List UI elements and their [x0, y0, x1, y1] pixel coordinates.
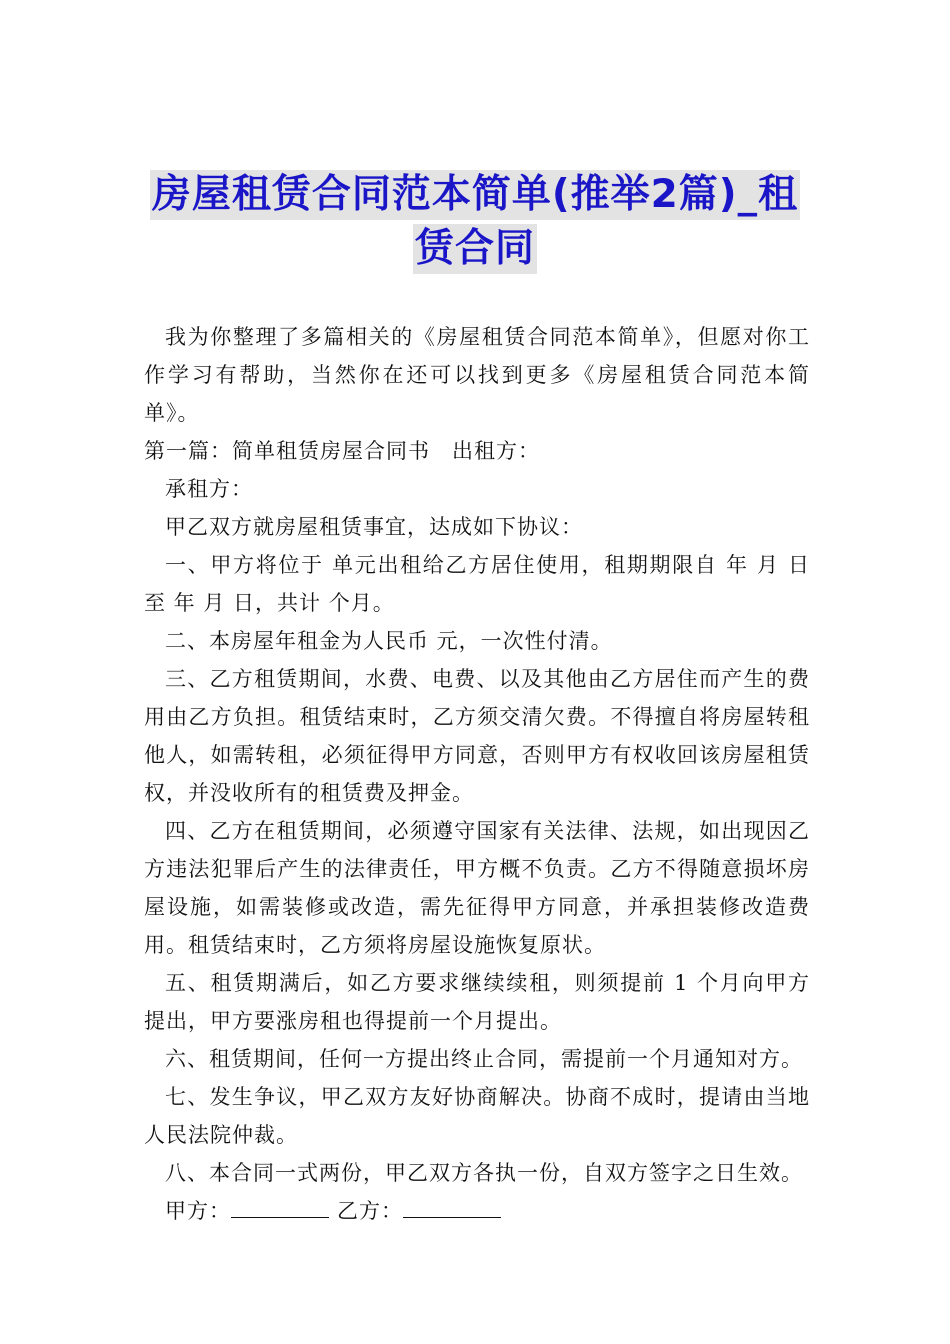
signature-line	[144, 1192, 810, 1230]
title-line-1: 房屋租赁合同范本简单(推举2篇)_租	[150, 170, 800, 220]
section-heading: 第一篇：简单租赁房屋合同书 出租方：	[144, 439, 540, 463]
clause-3: 三、乙方租赁期间，水费、电费、以及其他由乙方居住而产生的费用由乙方负担。租赁结束时，乙方须交清欠费。不得擅自将房屋转租他人，如需转租，必须征得甲方同意，否则甲方有权收回该房屋租赁权，并没收所有的租赁费及押金。	[144, 667, 810, 805]
agreement-intro: 甲乙双方就房屋租赁事宜，达成如下协议：	[165, 515, 583, 539]
party-a-label: 甲方：	[165, 1199, 231, 1223]
clause-8: 八、本合同一式两份，甲乙双方各执一份，自双方签字之日生效。	[165, 1161, 803, 1185]
party-b-signature-blank	[403, 1197, 501, 1218]
intro-paragraph: 我为你整理了多篇相关的《房屋租赁合同范本简单》，但愿对你工作学习有帮助，当然你在还可以找到更多《房屋租赁合同范本简单》。	[144, 325, 810, 425]
document-title	[0, 170, 950, 278]
party-a-signature-blank	[231, 1197, 329, 1218]
document-body	[144, 318, 810, 1230]
clause-1: 一、甲方将位于 单元出租给乙方居住使用，租期期限自 年 月 日至 年 月 日，共计 个月。	[144, 553, 810, 615]
tenant-line: 承租方：	[165, 477, 253, 501]
clause-6: 六、租赁期间，任何一方提出终止合同，需提前一个月通知对方。	[165, 1047, 803, 1071]
party-b-label: 乙方：	[337, 1199, 403, 1223]
clause-2: 二、本房屋年租金为人民币 元，一次性付清。	[165, 629, 613, 653]
clause-4: 四、乙方在租赁期间，必须遵守国家有关法律、法规，如出现因乙方违法犯罪后产生的法律责任，甲方概不负责。乙方不得随意损坏房屋设施，如需装修或改造，需先征得甲方同意，并承担装修改造费用。租赁结束时，乙方须将房屋设施恢复原状。	[144, 819, 810, 957]
title-line-2: 赁合同	[413, 224, 537, 274]
clause-5: 五、租赁期满后，如乙方要求继续续租，则须提前 1 个月向甲方提出，甲方要涨房租也得提前一个月提出。	[144, 971, 810, 1033]
clause-7: 七、发生争议，甲乙双方友好协商解决。协商不成时，提请由当地人民法院仲裁。	[144, 1085, 810, 1147]
